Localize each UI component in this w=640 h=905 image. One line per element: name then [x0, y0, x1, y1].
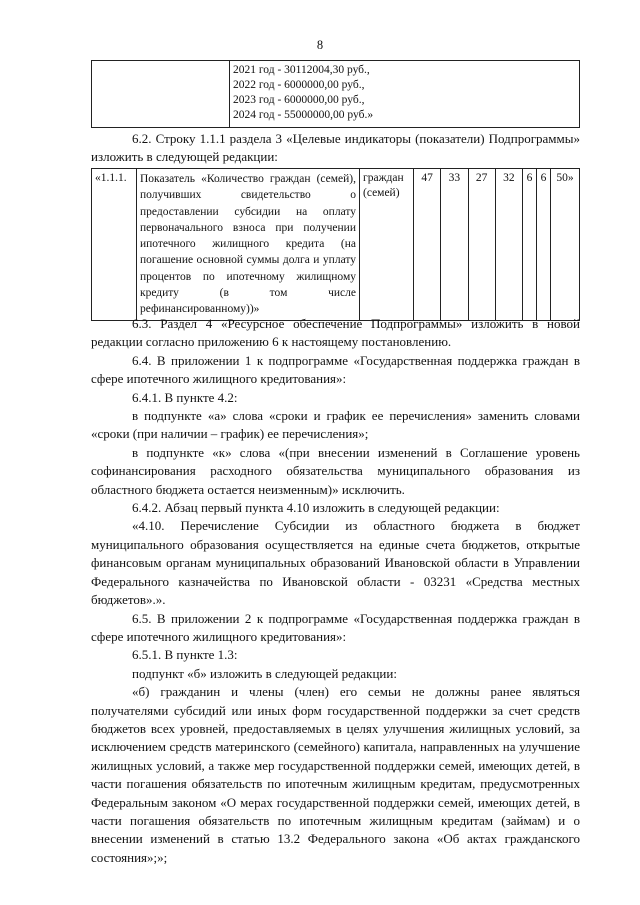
paragraph-6-2: 6.2. Строку 1.1.1 раздела 3 «Целевые индикаторы (показатели) Подпрограммы» изложить в следующей редакции:	[91, 131, 580, 165]
body-text	[91, 315, 580, 867]
funding-line: 2021 год - 30112004,30 руб.,	[233, 64, 370, 76]
indicator-value: 6	[523, 169, 537, 321]
paragraph: 6.5.1. В пункте 1.3:	[132, 647, 238, 663]
paragraph: подпункт «б» изложить в следующей редакции:	[132, 665, 397, 681]
table-row	[92, 169, 580, 321]
indicator-value: 47	[414, 169, 441, 321]
page-number: 8	[316, 38, 324, 52]
indicator-value: 27	[468, 169, 495, 321]
indicator-value: 32	[495, 169, 522, 321]
paragraph: 6.3. Раздел 4 «Ресурсное обеспечение Подпрограммы» изложить в новой редакции согласно приложению 6 к настоящему постановлению.	[91, 316, 580, 350]
indicator-table	[91, 168, 580, 321]
indicator-value: 6	[537, 169, 551, 321]
funding-table	[91, 60, 580, 128]
funding-table-empty-cell	[92, 61, 230, 128]
indicator-value: 50»	[551, 169, 580, 321]
indicator-value: 33	[441, 169, 468, 321]
paragraph: «4.10. Перечисление Субсидии из областного бюджета в бюджет муниципального образования осуществляется на единые счета бюджетов, открытые финансовым органам муниципальных образований Ивановской области в Управлении Федерального казначейства по Ивановской области - 03231 «Средства местных бюджетов».».	[91, 518, 580, 608]
paragraph: 6.4. В приложении 1 к подпрограмме «Государственная поддержка граждан в сфере ипотечного жилищного кредитования»:	[91, 352, 580, 387]
paragraph: 6.4.2. Абзац первый пункта 4.10 изложить в следующей редакции:	[132, 500, 500, 516]
funding-line: 2023 год - 6000000,00 руб.,	[233, 94, 365, 106]
funding-line: 2022 год - 6000000,00 руб.,	[233, 79, 365, 91]
paragraph: в подпункте «к» слова «(при внесении изменений в Соглашение уровень софинансирования расходного обязательства муниципального образования из областного бюджета остается неизменным)» исключить.	[91, 444, 580, 497]
indicator-unit: граждан (семей)	[360, 169, 414, 321]
paragraph: в подпункте «а» слова «сроки и график ее перечисления» заменить словами «сроки (при наличии – график) ее перечисления»;	[91, 408, 580, 442]
funding-line: 2024 год - 55000000,00 руб.»	[233, 109, 374, 121]
paragraph: 6.4.1. В пункте 4.2:	[132, 389, 238, 405]
indicator-description: Показатель «Количество граждан (семей), получивших свидетельство о предоставлении субсидии на оплату первоначального взноса при получении ипотечного жилищного кредита (на погашение основной суммы долга и уплату процентов по ипотечному жилищному кредиту (в том числе рефинансированному))»	[137, 169, 360, 321]
paragraph: 6.5. В приложении 2 к подпрограмме «Государственная поддержка граждан в сфере ипотечного жилищного кредитования»:	[91, 610, 580, 644]
indicator-number: «1.1.1.	[92, 169, 137, 321]
funding-table-years-cell	[230, 61, 580, 128]
paragraph-6-2-block	[91, 130, 580, 167]
paragraph: «б) гражданин и члены (член) его семьи не должны ранее являться получателями субсидий или иных форм государственной поддержки за счет средств бюджетов всех уровней, предоставляемых в целях улучшения жилищных условий, за исключением средств материнского (семейного) капитала, направленных на улучшение жилищных условий, а также мер государственной поддержки семей, имеющих детей, в части погашения обязательств по ипотечным жилищным кредитам, предусмотренных Федеральным законом «О мерах государственной поддержки семей, имеющих детей, в части погашения обязательств по ипотечным жилищным кредитам (займам) и о внесении изменений в статью 13.2 Федерального закона «Об актах гражданского состояния»;»;	[91, 684, 580, 865]
